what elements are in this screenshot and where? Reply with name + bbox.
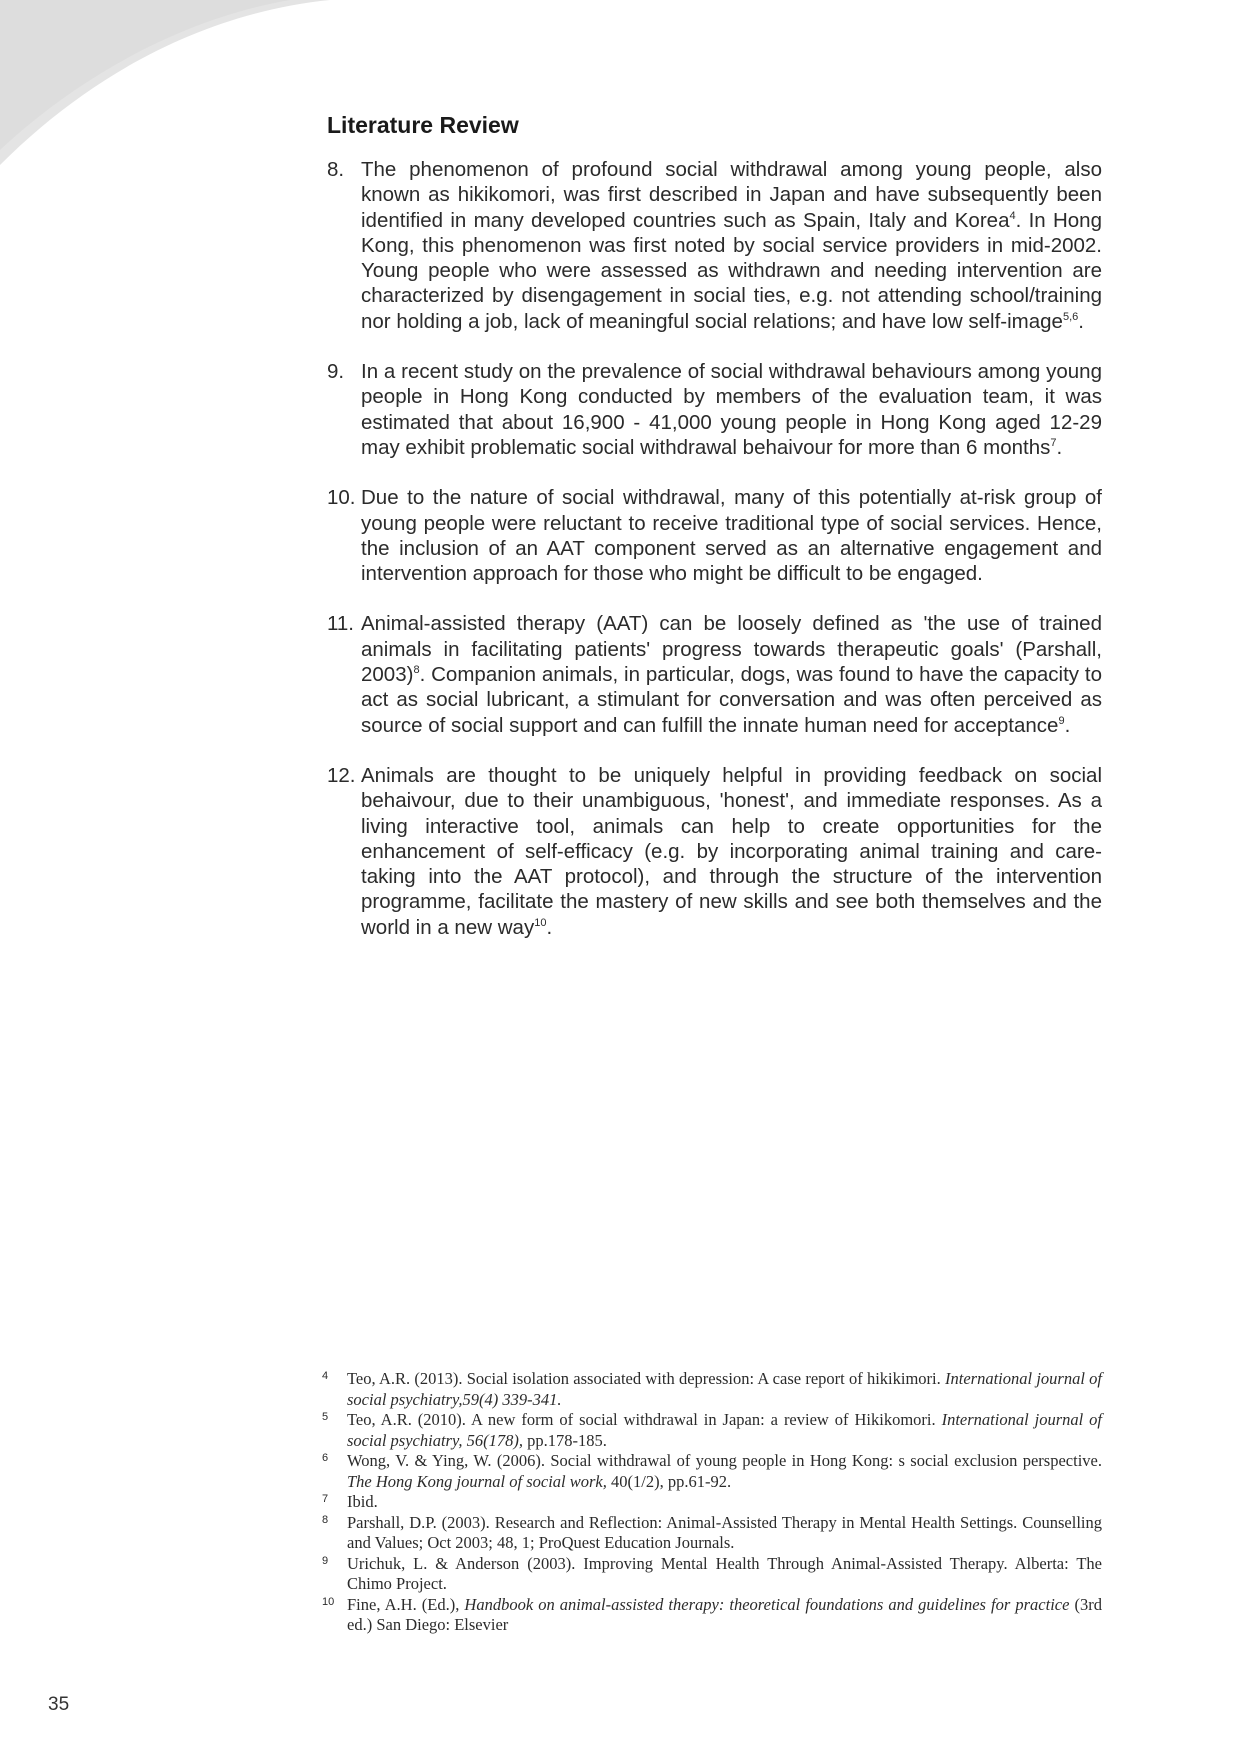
footnote-entry	[322, 1369, 1102, 1410]
item-number: 10.	[327, 486, 356, 510]
list-item	[327, 157, 1102, 334]
footnote-text	[347, 1410, 1102, 1451]
footnote-reference: 4	[1009, 209, 1016, 222]
list-item	[327, 611, 1102, 737]
text-run: Teo, A.R. (2013). Social isolation associated with depression: A case report of hikikimori.	[347, 1369, 945, 1388]
text-run: . Companion animals, in particular, dogs, was found to have the capacity to act as social lubricant, a stimulant for conversation and was often perceived as source of social support and can fulfill the innate human need for acceptance	[361, 663, 1102, 737]
item-number: 12.	[327, 763, 356, 787]
text-run: .	[1078, 309, 1084, 333]
footnote-reference: 9	[1058, 714, 1065, 727]
footnote-mark: 4	[322, 1370, 329, 1382]
footnote-entry	[322, 1451, 1102, 1492]
footnote-mark: 8	[322, 1513, 329, 1526]
footnote-text	[347, 1554, 1102, 1595]
footnote-text	[347, 1369, 1102, 1410]
footnote-reference: 10	[534, 916, 547, 929]
text-run: The phenomenon of profound social withdrawal among young people, also known as hikikomori, was first described in Japan and have subsequently been identified in many developed countries such as Spain, Italy and Korea	[361, 158, 1102, 232]
italic-text: The Hong Kong journal of social work,	[347, 1471, 607, 1491]
italic-text: Handbook on animal-assisted therapy: theoretical foundations and guidelines for practice	[464, 1594, 1070, 1614]
footnote-mark: 9	[322, 1554, 329, 1567]
footnote-entry	[322, 1595, 1102, 1636]
footnote-text	[347, 1451, 1102, 1492]
text-run: .	[1056, 435, 1063, 459]
footnotes	[322, 1369, 1102, 1636]
footnote-entry	[322, 1513, 1102, 1554]
page-number: 35	[48, 1694, 70, 1715]
item-number: 8.	[327, 158, 345, 181]
italic-text: International journal of social psychiatry, 56(178),	[347, 1410, 1102, 1450]
footnote-entry	[322, 1492, 1102, 1513]
text-run: Fine, A.H. (Ed.),	[347, 1594, 465, 1614]
text-run: In a recent study on the prevalence of social withdrawal behaviours among young people in Hong Kong conducted by members of the evaluation team, it was estimated that about 16,900 - 41,000 young people in Hong Kong aged 12-29 may exhibit problematic social withdrawal behaivour for more than 6 months	[361, 360, 1102, 459]
text-run: .	[1064, 713, 1071, 737]
text-run: 40(1/2), pp.61-92.	[606, 1471, 732, 1491]
text-run: (3rd ed.) San Diego: Elsevier	[347, 1594, 1102, 1634]
footnote-reference: 5,6	[1062, 310, 1079, 323]
item-number: 11.	[327, 612, 354, 636]
text-run: Animal-assisted therapy (AAT) can be loosely defined as 'the use of trained animals in facilitating patients' progress towards therapeutic goals' (Parshall, 2003)	[361, 612, 1102, 687]
footnote-mark: 6	[322, 1452, 329, 1464]
list-item	[327, 485, 1102, 586]
item-paragraph	[361, 763, 1102, 940]
section-title: Literature Review	[327, 112, 519, 138]
text-run: Urichuk, L. & Anderson (2003). Improving Mental Health Through Animal-Assisted Therapy. Alberta: The Chimo Project.	[347, 1553, 1102, 1593]
text-run: Wong, V. & Ying, W. (2006). Social withdrawal of young people in Hong Kong: s social exclusion perspective.	[347, 1451, 1102, 1470]
text-run: Due to the nature of social withdrawal, many of this potentially at-risk group of young people were reluctant to receive traditional type of social services. Hence, the inclusion of an AAT component served as an alternative engagement and intervention approach for those who might be difficult to be engaged.	[361, 486, 1102, 586]
corner-swoosh-decoration	[0, 0, 330, 230]
text-run: .	[546, 915, 553, 939]
footnote-text	[347, 1513, 1102, 1554]
text-run: Animals are thought to be uniquely helpful in providing feedback on social behaivour, due to their unambiguous, 'honest', and immediate responses. As a living interactive tool, animals can help to create opportunities for the enhancement of self-efficacy (e.g. by incorporating animal training and care-taking into the AAT protocol), and through the structure of the intervention programme, facilitate the mastery of new skills and see both themselves and the world in a new way	[361, 763, 1102, 939]
item-paragraph	[361, 157, 1102, 334]
item-paragraph	[361, 359, 1102, 460]
footnote-text	[347, 1595, 1102, 1636]
item-number: 9.	[327, 360, 345, 384]
literature-review-list	[327, 157, 1102, 940]
main-content	[327, 112, 1102, 965]
footnote-mark: 5	[322, 1411, 329, 1423]
item-paragraph	[361, 611, 1102, 737]
footnote-entry	[322, 1554, 1102, 1595]
italic-text: International journal of social psychiatry,59(4) 339-341.	[347, 1369, 1102, 1409]
text-run: Parshall, D.P. (2003). Research and Reflection: Animal-Assisted Therapy in Mental Health Settings. Counselling and Values; Oct 2003; 48, 1; ProQuest Education Journals.	[347, 1512, 1102, 1552]
footnote-entry	[322, 1410, 1102, 1451]
text-run: . In Hong Kong, this phenomenon was first noted by social service providers in mid-2002. Young people who were assessed as withdrawn and needing intervention are characterized by disengagement in social ties, e.g. not attending school/training nor holding a job, lack of meaningful social relations; and have low self-image	[361, 208, 1102, 333]
list-item	[327, 359, 1102, 460]
footnote-mark: 10	[322, 1595, 335, 1608]
footnote-reference: 8	[413, 664, 420, 677]
footnote-mark: 7	[322, 1493, 329, 1505]
text-run: Teo, A.R. (2010). A new form of social withdrawal in Japan: a review of Hikikomori.	[347, 1410, 942, 1429]
text-run: Ibid.	[347, 1492, 378, 1511]
footnote-reference: 7	[1050, 437, 1057, 450]
list-item	[327, 763, 1102, 940]
text-run: pp.178-185.	[522, 1430, 607, 1450]
item-paragraph	[361, 485, 1102, 586]
footnote-text	[347, 1492, 1102, 1513]
